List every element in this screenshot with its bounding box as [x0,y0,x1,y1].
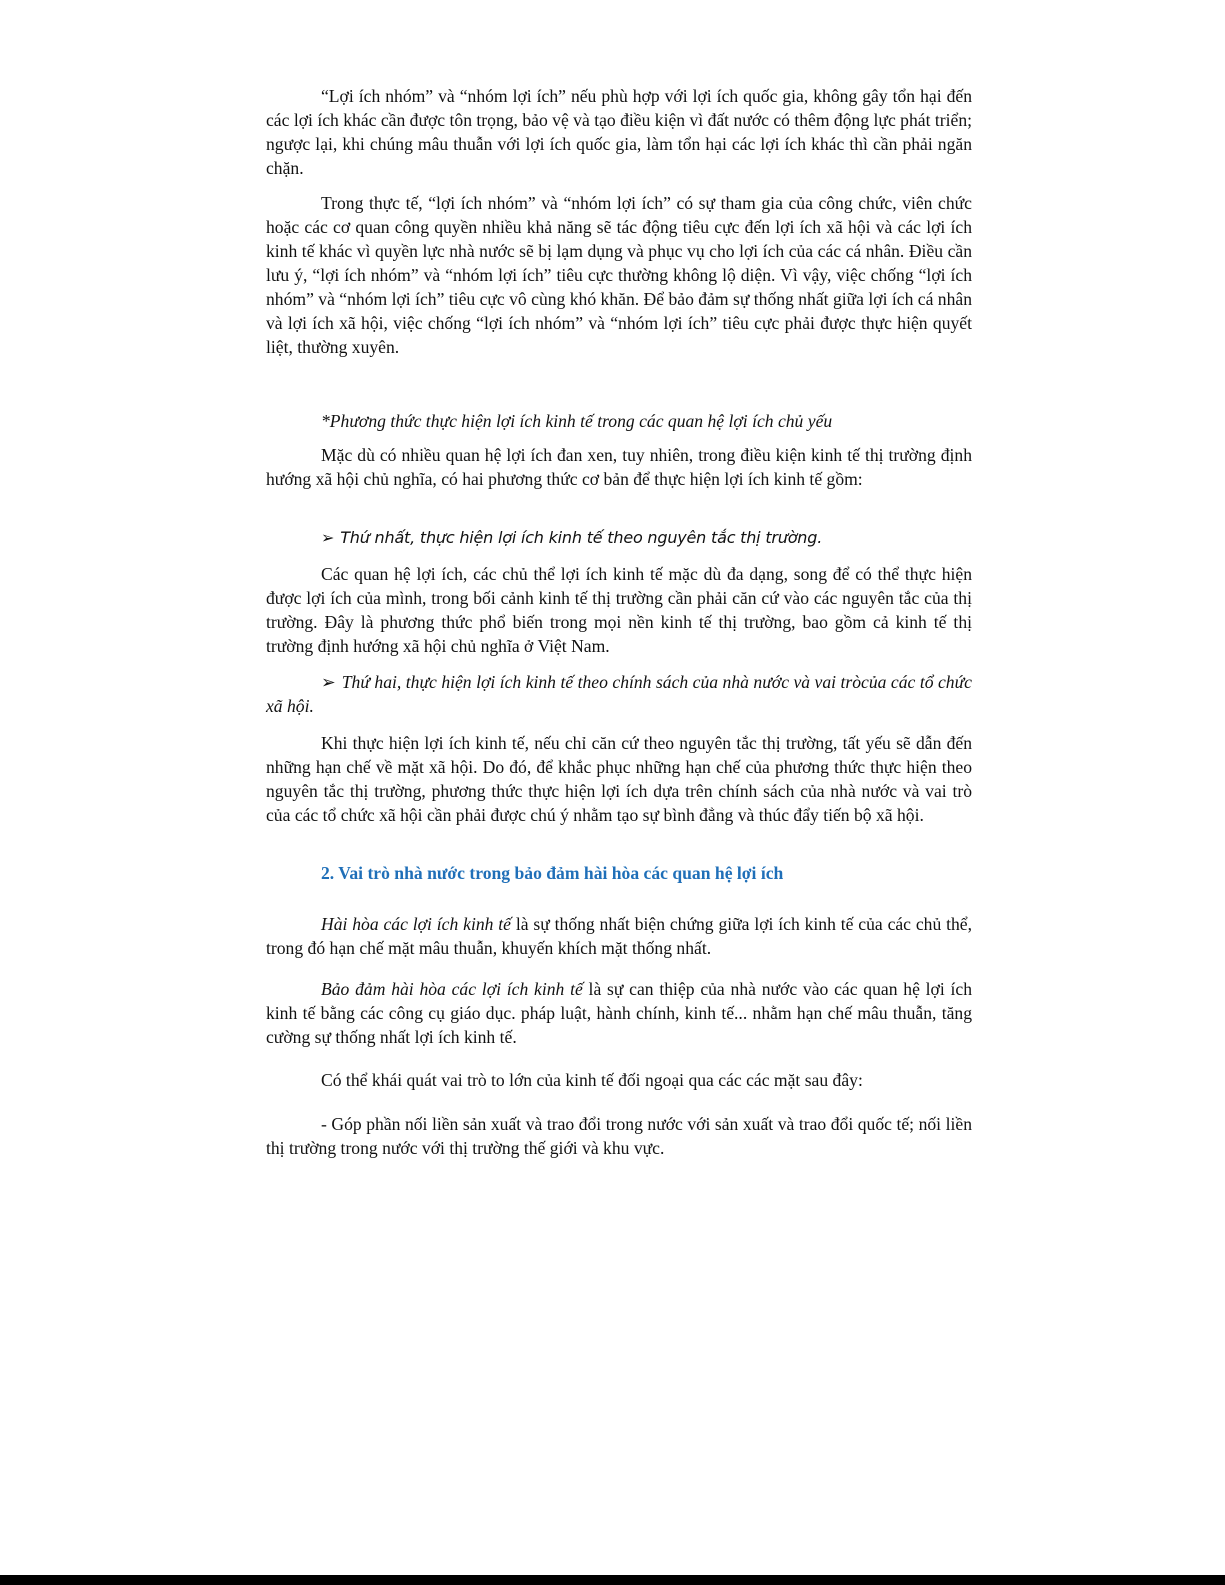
bullet-item [266,670,972,718]
paragraph-harmony-definition [266,912,972,960]
paragraph: Mặc dù có nhiều quan hệ lợi ích đan xen, tuy nhiên, trong điều kiện kinh tế thị trường định hướng xã hội chủ nghĩa, có hai phương thức cơ bản để thực hiện lợi ích kinh tế gồm: [266,445,972,489]
defined-term: Hài hòa các lợi ích kinh tế [321,914,511,934]
method-heading [266,409,972,433]
paragraph-market-principles [266,562,972,658]
paragraph: “Lợi ích nhóm” và “nhóm lợi ích” nếu phù hợp với lợi ích quốc gia, không gây tổn hại đến các lợi ích khác cần được tôn trọng, bảo vệ và tạo điều kiện vì đất nước có thêm động lực phát triển; ngược lại, khi chúng mâu thuẫn với lợi ích quốc gia, làm tổn hại các lợi ích khác thì cần phải ngăn chặn. [266,86,972,178]
paragraph: - Góp phần nối liền sản xuất và trao đổi trong nước với sản xuất và trao đổi quốc tế; nối liền thị trường trong nước với thị trường thế giới và khu vực. [266,1114,972,1158]
arrow-bullet-icon: ➢ [321,672,336,692]
bullet-text: Thứ nhất, thực hiện lợi ích kinh tế theo nguyên tắc thị trường. [340,528,823,547]
section-heading [266,861,972,885]
paragraph-roles-intro [266,1068,972,1092]
arrow-bullet-icon: ➢ [321,528,335,547]
paragraph: Các quan hệ lợi ích, các chủ thể lợi ích kinh tế mặc dù đa dạng, song để có thể thực hiện được lợi ích của mình, trong bối cảnh kinh tế thị trường cần phải căn cứ vào các nguyên tắc của thị trường. Đây là phương thức phổ biến trong mọi nền kinh tế thị trường, bao gồm cả kinh tế thị trường định hướng xã hội chủ nghĩa ở Việt Nam. [266,564,972,656]
paragraph [266,977,972,1049]
definition-text: là sự thống nhất biện chứng giữa lợi ích kinh tế của các chủ thể, trong đó hạn chế mặt mâu thuẫn, khuyến khích mặt thống nhất. [266,914,973,958]
subheading: *Phương thức thực hiện lợi ích kinh tế trong các quan hệ lợi ích chủ yếu [321,411,833,431]
paragraph-role-item [266,1112,972,1160]
bullet-second-method [266,670,972,718]
bullet-text: Thứ hai, thực hiện lợi ích kinh tế theo chính sách của nhà nước và vai tròcủa các tổ chức xã hội. [266,672,972,716]
paragraph-negative-groups [266,191,972,359]
paragraph: Trong thực tế, “lợi ích nhóm” và “nhóm lợi ích” có sự tham gia của công chức, viên chức hoặc các cơ quan công quyền nhiều khả năng sẽ tác động tiêu cực đến lợi ích xã hội và các lợi ích kinh tế khác vì quyền lực nhà nước sẽ bị lạm dụng và phục vụ cho lợi ích của các cá nhân. Điều cần lưu ý, “lợi ích nhóm” và “nhóm lợi ích” tiêu cực thường không lộ diện. Vì vậy, việc chống “lợi ích nhóm” và “nhóm lợi ích” tiêu cực vô cùng khó khăn. Để bảo đảm sự thống nhất giữa lợi ích cá nhân và lợi ích xã hội, việc chống “lợi ích nhóm” và “nhóm lợi ích” tiêu cực phải được thực hiện quyết liệt, thường xuyên. [266,193,972,357]
bullet-first-method [266,526,972,550]
paragraph-state-policy [266,731,972,827]
section-title: 2. Vai trò nhà nước trong bảo đảm hài hòa các quan hệ lợi ích [321,863,784,883]
defined-term: Bảo đảm hài hòa các lợi ích kinh tế [321,979,583,999]
paragraph [266,912,972,960]
paragraph-group-interests [266,84,972,180]
page-bottom-border [0,1575,1225,1585]
paragraph: Khi thực hiện lợi ích kinh tế, nếu chỉ căn cứ theo nguyên tắc thị trường, tất yếu sẽ dẫn đến những hạn chế về mặt xã hội. Do đó, để khắc phục những hạn chế của phương thức thực hiện theo nguyên tắc thị trường, phương thức thực hiện lợi ích dựa trên chính sách của nhà nước và vai trò của các tổ chức xã hội cần phải được chú ý nhằm tạo sự bình đẳng và thúc đẩy tiến bộ xã hội. [266,733,972,825]
bullet-item [266,526,972,550]
paragraph-ensuring-harmony [266,977,972,1049]
definition-text: là sự can thiệp của nhà nước vào các quan hệ lợi ích kinh tế bằng các công cụ giáo dục. pháp luật, hành chính, kinh tế... nhằm hạn chế mâu thuẫn, tăng cường sự thống nhất lợi ích kinh tế. [266,979,972,1047]
paragraph-two-methods [266,443,972,491]
paragraph: Có thể khái quát vai trò to lớn của kinh tế đối ngoại qua các các mặt sau đây: [321,1070,863,1090]
